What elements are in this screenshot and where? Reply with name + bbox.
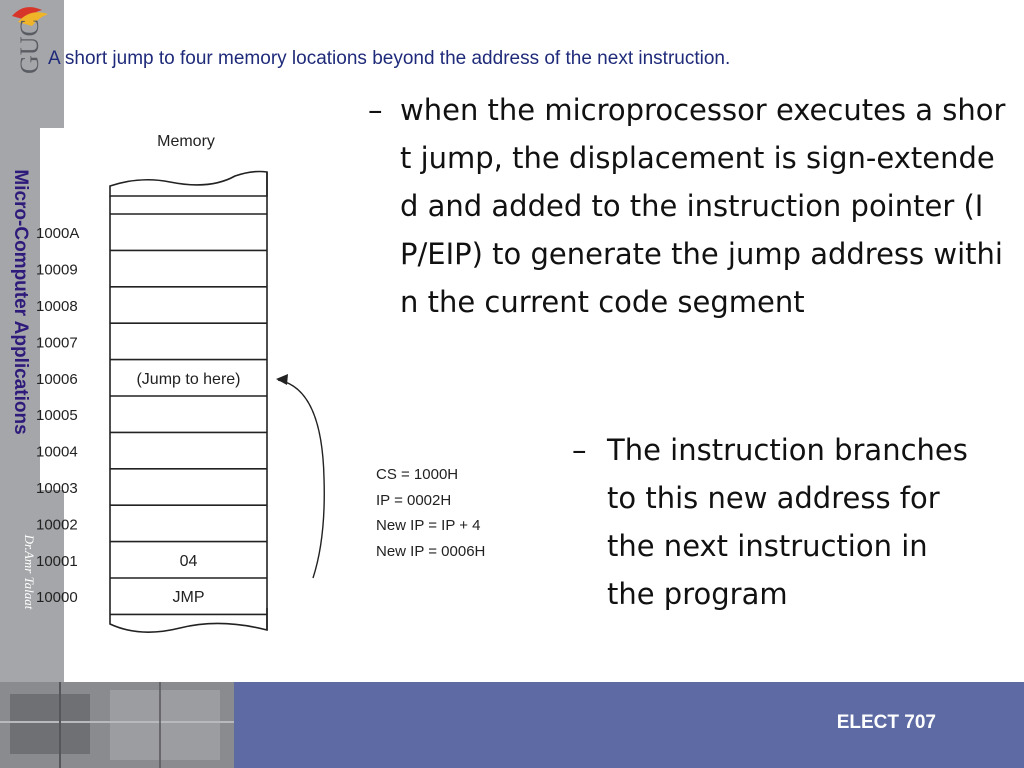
register-line: New IP = 0006H <box>376 542 486 560</box>
memory-address-label: 1000A <box>36 225 80 243</box>
vertical-course-title: Micro-Computer Applications <box>10 169 31 435</box>
memory-address-label: 10009 <box>36 261 78 279</box>
memory-heading: Memory <box>157 133 215 150</box>
memory-cell-content: 04 <box>179 552 198 570</box>
jump-arrow-curve <box>278 380 324 578</box>
course-code: ELECT 707 <box>836 712 936 733</box>
bullet-item <box>368 86 1008 326</box>
bullet-text: The instruction branches to this new address for the next instruction in the program <box>607 433 968 611</box>
register-line: IP = 0002H <box>376 491 452 509</box>
bullet-item <box>572 426 1012 618</box>
memory-address-label: 10002 <box>36 516 78 534</box>
memory-cell-content: JMP <box>172 589 205 607</box>
memory-address-label: 10005 <box>36 407 78 425</box>
memory-address-label: 10003 <box>36 480 78 497</box>
register-calculation <box>376 462 526 564</box>
memory-address-label: 10008 <box>36 298 78 315</box>
bullet-dash: – <box>572 433 587 467</box>
circuit-board-image <box>0 682 234 768</box>
memory-bottom-break <box>110 608 267 632</box>
logo-text: GUC <box>15 19 44 74</box>
author-name: Dr.Amr Talaat <box>22 534 37 610</box>
memory-rows <box>36 214 267 614</box>
footer-bar <box>0 682 1024 768</box>
memory-address-label: 10007 <box>36 334 78 352</box>
memory-address-label: 10004 <box>36 443 78 461</box>
memory-address-label: 10006 <box>36 370 78 388</box>
bullet-text: when the microprocessor executes a short jump, the displacement is sign-extended and added to the instruction pointer (IP/EIP) to generate the jump address within the current code segment <box>400 93 1006 319</box>
memory-top-break <box>110 172 267 197</box>
bullet-dash: – <box>368 93 383 127</box>
memory-figure <box>30 118 340 638</box>
slide-title: A short jump to four memory locations beyond the address of the next instruction. <box>48 48 731 69</box>
guc-logo <box>4 2 54 92</box>
memory-address-label: 10000 <box>36 589 78 607</box>
jump-arrow-head <box>276 374 288 385</box>
memory-address-label: 10001 <box>36 552 78 570</box>
register-line: CS = 1000H <box>376 466 459 483</box>
register-line: New IP = IP + 4 <box>376 517 481 534</box>
memory-cell-content: (Jump to here) <box>136 370 241 388</box>
